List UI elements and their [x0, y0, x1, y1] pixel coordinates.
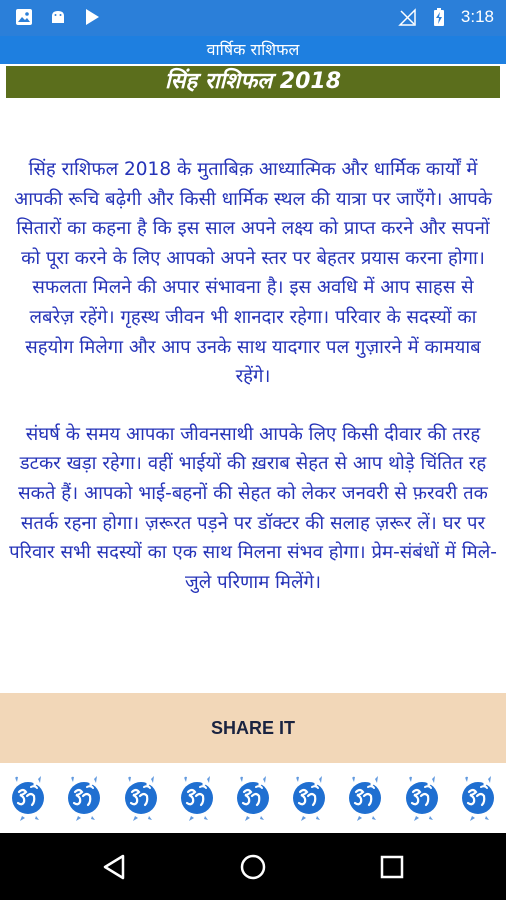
- status-time: 3:18: [460, 7, 494, 26]
- app-bar-title: वार्षिक राशिफल: [0, 36, 506, 64]
- content-paragraph: संघर्ष के समय आपका जीवनसाथी आपके लिए किसी दीवार की तरह डटकर खड़ा रहेगा। वहीं भाईयों की ख़राब सेहत से आप थोड़े चिंतित रह सकते हैं। आपको भाई-बहनों की सेहत को लेकर जनवरी से फ़रवरी तक सतर्क रहना होगा। ज़रूरत पड़ने पर डॉक्टर की सलाह ज़रूर लें। घर पर परिवार सभी सदस्यों का एक साथ मिलना संभव होगा। प्रेम-संबंधों में मिले-जुले परिणाम मिलेंगे।: [9, 423, 497, 593]
- content-paragraph: सिंह राशिफल 2018 के मुताबिक़ आध्यात्मिक और धार्मिक कार्यों में आपकी रूचि बढ़ेगी और किसी धार्मिक स्थल की यात्रा पर जाएँगे। आपके सितारों का कहना है कि इस साल अपने लक्ष्य को प्राप्त करने और सपनों को पूरा करने के लिए आपको अपने स्तर पर बेहतर प्रयास करना होगा। सफलता मिलने की अपार संभावना है। इस अवधि में आप साहस से लबरेज़ रहेंगे। गृहस्थ जीवन भी शानदार रहेगा। परिवार के सदस्यों का सहयोग मिलेगा और आप उनके साथ यादगार पल गुज़ारने में कामयाब रहेंगे।: [14, 159, 492, 388]
- recents-icon: [379, 854, 405, 880]
- content-top-spacer: [8, 100, 498, 155]
- no-signal-icon: [397, 7, 417, 27]
- back-button[interactable]: [90, 847, 138, 887]
- om-symbol-icon: [64, 774, 104, 822]
- om-symbol-icon: [233, 774, 273, 822]
- om-symbol-icon: [289, 774, 329, 822]
- back-icon: [101, 853, 127, 881]
- home-icon: [238, 852, 268, 882]
- play-store-icon: [82, 7, 102, 27]
- om-symbol-icon: [177, 774, 217, 822]
- share-bar: [0, 693, 506, 763]
- section-title: सिंह राशिफल 2018: [6, 66, 500, 98]
- recents-button[interactable]: [368, 847, 416, 887]
- om-symbol-icon: [458, 774, 498, 822]
- status-bar: [0, 0, 506, 36]
- android-icon: [48, 7, 68, 27]
- navigation-bar: [0, 833, 506, 900]
- om-symbol-icon: [121, 774, 161, 822]
- om-banner[interactable]: [0, 763, 506, 833]
- horoscope-content[interactable]: [8, 100, 498, 693]
- share-button[interactable]: SHARE IT: [0, 693, 506, 763]
- battery-charging-icon: [429, 7, 449, 27]
- om-symbol-icon: [8, 774, 48, 822]
- om-symbol-icon: [402, 774, 442, 822]
- om-symbol-icon: [345, 774, 385, 822]
- home-button[interactable]: [229, 847, 277, 887]
- gallery-icon: [14, 7, 34, 27]
